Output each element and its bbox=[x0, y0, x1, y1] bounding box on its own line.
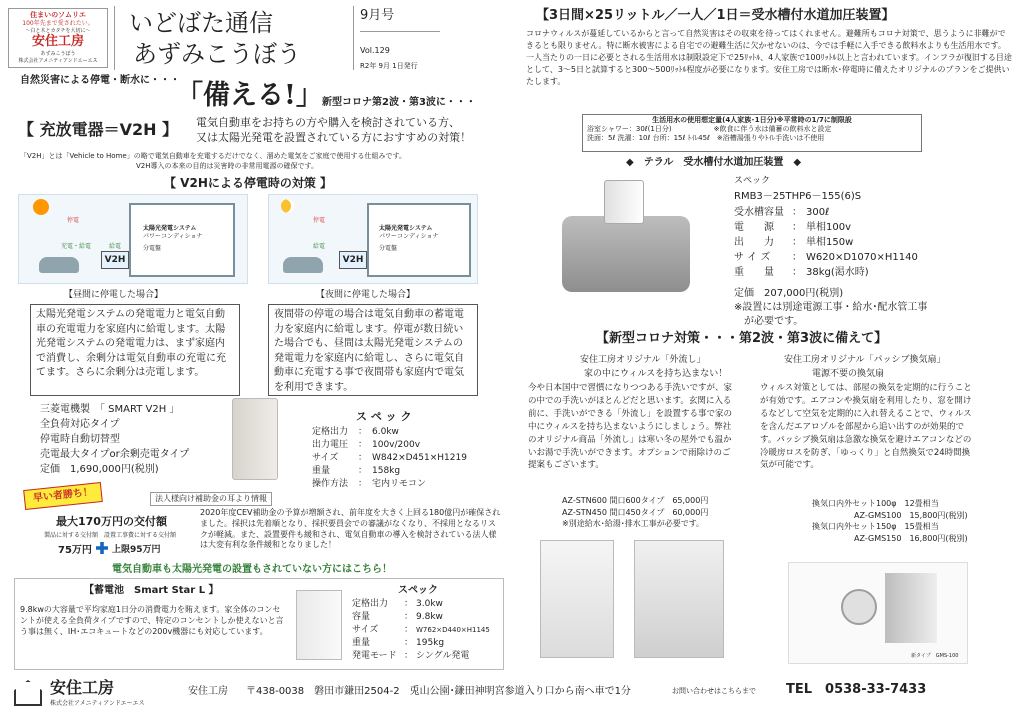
v2h-def2: V2H導入の本来の目的は災害時の非常用電源の確保です。 bbox=[136, 162, 318, 170]
sink-models bbox=[562, 495, 708, 530]
diagram-title: 【 V2Hによる停電時の対策 】 bbox=[164, 176, 333, 190]
spec-row: サイズ ： W842×D451×H1219 bbox=[312, 453, 467, 464]
issue-vol: Vol.129 bbox=[360, 45, 390, 55]
car-icon bbox=[39, 257, 79, 273]
pump-image bbox=[556, 176, 696, 296]
footer-address: 〒438-0038 磐田市鎌田2504-2 兎山公園･鎌田神明宮参道入り口から南へ車で1分 bbox=[246, 686, 631, 697]
v2h-heading: 【 充放電器＝V2H 】 bbox=[18, 120, 179, 139]
pump-price: 定価 207,000円(税別) bbox=[734, 288, 844, 299]
spec-row: 発電モード ： シングル発電 bbox=[352, 651, 470, 662]
night-pv-label: 太陽光発電システム bbox=[379, 225, 433, 232]
corona-heading: 【新型コロナ対策・・・第2波・第3波に備えて】 bbox=[596, 331, 888, 346]
vent-model: AZ-GMS100 15,800円(税別) bbox=[854, 510, 968, 520]
vent-title2: 電源不要の換気扇 bbox=[812, 369, 885, 379]
spec-row: 出力電圧 ： 100v/200v bbox=[312, 440, 421, 451]
pump-head bbox=[604, 180, 644, 224]
night-diagram bbox=[268, 194, 478, 284]
sun-icon bbox=[33, 199, 49, 215]
corp-title: 法人様向け補助金の耳より情報 bbox=[150, 492, 272, 506]
day-charge-label: 充電・給電 bbox=[61, 243, 92, 250]
footer-corp: 株式会社アメニティアンドエーエス bbox=[50, 700, 145, 707]
usage-title: 生活用水の使用想定量(4人家族･1日分)※平常時の1/7に制限設 bbox=[652, 116, 852, 124]
vent-img-caption: 新タイプ GMS-100 bbox=[911, 653, 959, 659]
logo-sub2: ～白と木とカタチを大切に～ bbox=[25, 27, 91, 34]
moon-icon bbox=[281, 199, 295, 213]
spec-row: サ イ ズ ： W620×D1070×H1140 bbox=[734, 252, 918, 263]
spec-row: 重 量 ： 38kg(渇水時) bbox=[734, 267, 869, 278]
usage-box bbox=[582, 114, 922, 152]
spec-row: 定格出力 ： 3.0kw bbox=[352, 599, 443, 609]
battery-banner: 電気自動車も太陽光発電の設置もされていない方にはこちら！ bbox=[112, 564, 392, 575]
spec-row: 電 源 ： 単相100v bbox=[734, 222, 852, 233]
v2h-spec-table bbox=[312, 426, 467, 491]
spec-row: 出 力 ： 単相150w bbox=[734, 237, 854, 248]
sink-text: 今や日本国中で習慣になりつつある手洗いですが、家の中での手洗いがほとんどだと思います。玄関に入る前に、手洗いができる「外流し」を設置する事で家の中にウィルスを持ち込まないようにしましょう。弊社のオリジナル商品「外流し」は寒い冬の屋外でも温かいお湯で手洗いができます。オプションで雨除けのご提案もございます。 bbox=[528, 383, 733, 471]
subsidy-note: 製品に対する交付額 設置工事費に対する交付額 bbox=[44, 532, 177, 539]
night-v2h-box: V2H bbox=[339, 251, 367, 269]
subsidy-b: 上限95万円 bbox=[112, 545, 161, 555]
spec-row: 定格出力 ： 6.0kw bbox=[312, 427, 399, 437]
product-line: 売電最大タイプor余剰売電タイプ bbox=[40, 449, 190, 460]
sink-model: AZ-STN450 間口450タイプ 60,000円 bbox=[562, 507, 709, 517]
battery-image bbox=[296, 590, 342, 660]
pump-note1: ※設置には別途電源工事・給水･配水管工事 bbox=[734, 302, 928, 313]
product-line: 全負荷対応タイプ bbox=[40, 419, 120, 430]
pump-model: RMB3－25THP6－155(6)S bbox=[734, 191, 862, 202]
lead-sub: 新型コロナ第2波・第3波に・・・ bbox=[322, 97, 476, 108]
spec-row: サイズ ： W762×D440×H1145 bbox=[352, 625, 490, 636]
day-outage-label: 停電 bbox=[67, 217, 80, 224]
day-panel-label: 分電盤 bbox=[143, 245, 162, 252]
spec-row: 操作方法 ： 宅内リモコン bbox=[312, 479, 427, 490]
v2h-spec-title: ス ペ ッ ク bbox=[356, 410, 412, 423]
page-subtitle: あずみこうぼう bbox=[133, 40, 301, 68]
usage-row: 浴室シャワー：30ℓ(1日分) ※飲食に伴う水は備蓄の飲料水と設定 bbox=[587, 125, 832, 134]
night-supply-label: 給電 bbox=[313, 243, 326, 250]
spec-row: 重量 ： 158kg bbox=[312, 466, 401, 477]
sink-model: AZ-STN600 間口600タイプ 65,000円 bbox=[562, 496, 709, 505]
sink-image-2 bbox=[634, 540, 724, 658]
night-car-icon bbox=[283, 257, 323, 273]
pump-product-title: ◆ テラル 受水槽付水道加圧装置 ◆ bbox=[626, 157, 802, 168]
night-panel-label: 分電盤 bbox=[379, 245, 398, 252]
product-line: 三菱電機製 「 SMART V2H 」 bbox=[40, 404, 180, 415]
day-title: 【昼間に停電した場合】 bbox=[64, 290, 164, 300]
header-title-box bbox=[114, 6, 354, 70]
logo-tag: 住まいのソムリエ bbox=[30, 11, 86, 19]
battery-text: 9.8kwの大容量で平均家庭1日分の消費電力を賄えます。家全体のコンセントが使える全負荷タイプですので、特定のコンセントしか使えないと言う事は無く、IH･エコキュートなどの200v機器にも対応しています。 bbox=[20, 605, 284, 637]
battery-spec-title: スペック bbox=[398, 585, 438, 596]
vent-image bbox=[788, 562, 968, 664]
usage-row: 洗面：5ℓ 洗濯：10ℓ 台所：15ℓ ﾄｲﾚ45ℓ ※浴槽湯張りやﾄｲﾚ手洗いは不使用 bbox=[587, 134, 825, 143]
tank-body bbox=[562, 216, 690, 292]
battery-spec-table bbox=[352, 598, 490, 663]
footer-house-icon bbox=[14, 680, 42, 706]
v2h-intro2: 又は太陽光発電を設置されている方におすすめの対策！ bbox=[196, 131, 472, 144]
lead-main: 「備える!」 bbox=[176, 80, 323, 111]
footer-logo: 安住工房 bbox=[50, 678, 115, 697]
day-pv-label: 太陽光発電システム bbox=[143, 225, 197, 232]
pump-note2: が必要です。 bbox=[744, 316, 804, 327]
water-text: コロナウィルスが蔓延しているからと言って自然災害はその収束を待ってはくれません。避難所もコロナ対策で、思うように非難ができるとも限りません。特に断水被害による自宅での避難生活に欠かせないのは、今では手軽に入手できる飲料水よりも生活用水です。一人当たりの一日に必要とされる生活用水は制限設定下で25ﾘｯﾄﾙ、4人家族で100ﾘｯﾄﾙ以上と言われています。インフラが復旧する目途として、3～5日と試算すると300～500ﾘｯﾄﾙ程度が必要になります。安住工房では断水･停電時に備えたオリジナルのプランをご提供いたします。 bbox=[526, 29, 1012, 86]
sink-title1: 安住工房オリジナル「外流し」 bbox=[580, 355, 706, 365]
page-title: いどばた通信 bbox=[129, 9, 273, 37]
v2h-def1: 「V2H」とは「Vehicle to Home」の略で電気自動車を充電するだけでなく、溜めた電気をご家庭で使用する仕組みです。 bbox=[20, 152, 406, 160]
day-supply-label: 給電 bbox=[109, 243, 122, 250]
footer-name: 安住工房 bbox=[188, 686, 228, 697]
corp-text: 2020年度CEV補助金の予算が増額され、前年度を大きく上回る180億円が確保されました。採択は先着順となり、採択要員会での審議がなくなり、不採用となるリスクが軽減。また、設置要件も緩和され、電気自動車の導入を検討されている法人様は大変有利な条件緩和となりました！ bbox=[200, 508, 501, 550]
water-heading: 【3日間×25リットル／一人／1日＝受水槽付水道加圧装置】 bbox=[536, 8, 895, 23]
vent-title1: 安住工房オリジナル「パッシブ換気扇」 bbox=[784, 355, 946, 365]
lead-kicker: 自然災害による停電・断水に・・・ bbox=[20, 75, 180, 86]
spec-row: 容量 ： 9.8kw bbox=[352, 612, 443, 623]
night-pcs-label: パワーコンディショナ bbox=[379, 233, 439, 240]
night-text: 夜間帯の停電の場合は電気自動車の蓄電電力を家庭内に給電します。停電が数日続いた場合でも、昼間は太陽光発電システムの発電電力を家庭内に給電し、さらに電気自動車に充電する事で夜間帯も家庭内で電気を利用できます。 bbox=[268, 304, 478, 396]
logo-block bbox=[8, 8, 108, 68]
night-title: 【夜間に停電した場合】 bbox=[316, 290, 416, 300]
product-line: 停電時自動切替型 bbox=[40, 434, 120, 445]
logo-sub1: 100年先まで愛されたい。 bbox=[22, 20, 94, 28]
spec-row: 受水槽容量 ： 300ℓ bbox=[734, 207, 830, 218]
night-outage-label: 停電 bbox=[313, 217, 326, 224]
subsidy-a: 75万円 bbox=[58, 545, 92, 556]
v2h-unit-image bbox=[232, 398, 278, 480]
day-pcs-label: パワーコンディショナ bbox=[143, 233, 203, 240]
vent-model: 換気口内外セット100φ 12畳相当 bbox=[812, 499, 939, 508]
logo-name: 安住工房 bbox=[31, 34, 84, 50]
spec-row: 重量 ： 195kg bbox=[352, 638, 445, 649]
v2h-product-lines bbox=[40, 402, 189, 477]
day-text: 太陽光発電システムの発電電力と電気自動車の充電電力を家庭内に給電します。太陽光発電システムの発電電力は、まず家庭内で消費し、余剰分は電気自動車の充電に充てます。さらに余剰分は売電します。 bbox=[30, 304, 240, 396]
footer-tel[interactable]: TEL 0538-33-7433 bbox=[786, 682, 927, 697]
product-line: 定価 1,690,000円(税別) bbox=[40, 464, 159, 475]
issue-month: 9月号 bbox=[360, 8, 440, 32]
footer-contact: お問い合わせはこちらまで bbox=[672, 687, 756, 695]
vent-text: ウィルス対策としては、部屋の換気を定期的に行うことが有効です。エアコンや換気扇を利用したり、窓を開けるなどして空気を定期的に入れ替えることで、ウィルスを含んだエアロゾルを部屋から追い出すのが効果的です。パッシブ換気扇は急激な換気を避けエアコンなどの冷暖房ロスを防ぎ、「ゆっくり」と自然換気で24時間換気が可能です。 bbox=[760, 383, 972, 471]
battery-heading: 【蓄電池 Smart Star L 】 bbox=[84, 585, 219, 596]
vent-model: AZ-GMS150 16,800円(税別) bbox=[854, 533, 968, 543]
sink-title2: 家の中にウィルスを持ち込まない！ bbox=[584, 369, 728, 379]
vent-disc bbox=[841, 589, 877, 625]
issue-date: R2年 9月 1日発行 bbox=[360, 62, 418, 71]
plus-icon bbox=[96, 542, 108, 554]
sink-model: ※別途給水･給湯･排水工事が必要です。 bbox=[562, 519, 705, 529]
logo-ruby: あずみこうぼう bbox=[40, 51, 76, 58]
early-badge: 早い者勝ち！ bbox=[23, 482, 103, 510]
day-v2h-box: V2H bbox=[101, 251, 129, 269]
vent-model: 換気口内外セット150φ 15畳相当 bbox=[812, 522, 939, 532]
pump-spec-label: スペック bbox=[734, 176, 771, 186]
subsidy-max: 最大170万円の交付額 bbox=[56, 515, 167, 528]
v2h-intro1: 電気自動車をお持ちの方や購入を検討されている方、 bbox=[196, 116, 460, 129]
day-diagram bbox=[18, 194, 248, 284]
issue-info bbox=[360, 8, 440, 71]
vent-models bbox=[812, 498, 968, 544]
sink-image-1 bbox=[540, 540, 614, 658]
vent-box bbox=[885, 573, 937, 643]
logo-corp: 株式会社アメニティアンドエーエス bbox=[18, 57, 98, 64]
pump-spec-table bbox=[734, 205, 918, 280]
